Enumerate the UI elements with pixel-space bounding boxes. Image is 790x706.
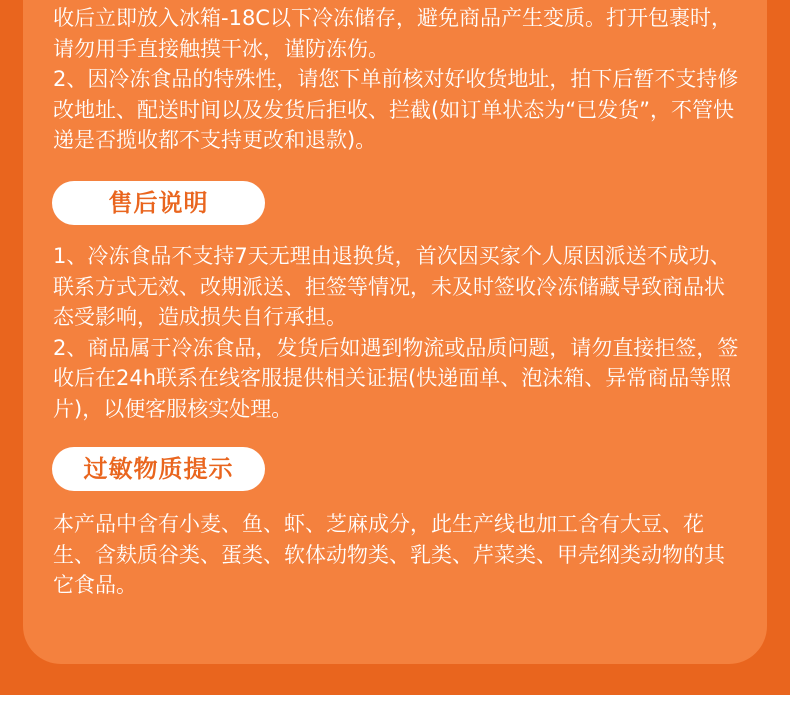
shipping-notes (53, 3, 743, 156)
allergen-heading: 过敏物质提示 (52, 447, 265, 491)
after-sales-item-1: 1、冷冻食品不支持7天无理由退换货，首次因买家个人原因派送不成功、联系方式无效、改期派送、拒签等情况，未及时签收冷冻储藏导致商品状态受影响，造成损失自行承担。 (53, 244, 731, 329)
shipping-note-storage: 收后立即放入冰箱-18C以下冷冻储存，避免商品产生变质。打开包裹时，请勿用手直接触摸干冰，谨防冻伤。 (53, 6, 732, 61)
shipping-note-address: 2、因冷冻食品的特殊性，请您下单前核对好收货地址，拍下后暂不支持修改地址、配送时间以及发货后拒收、拦截(如订单状态为“已发货”，不管快递是否揽收都不支持更改和退款)。 (53, 67, 739, 152)
after-sales-heading: 售后说明 (52, 181, 265, 225)
after-sales-item-2: 2、商品属于冷冻食品，发货后如遇到物流或品质问题，请勿直接拒签，签收后在24h联系在线客服提供相关证据(快递面单、泡沫箱、异常商品等照片)，以便客服核实处理。 (53, 335, 739, 421)
allergen-text: 本产品中含有小麦、鱼、虾、芝麻成分，此生产线也加工含有大豆、花生、含麸质谷类、蛋类、软体动物类、乳类、芹菜类、甲壳纲类动物的其它食品。 (53, 512, 725, 597)
after-sales-section (53, 241, 743, 424)
allergen-section (53, 509, 743, 601)
